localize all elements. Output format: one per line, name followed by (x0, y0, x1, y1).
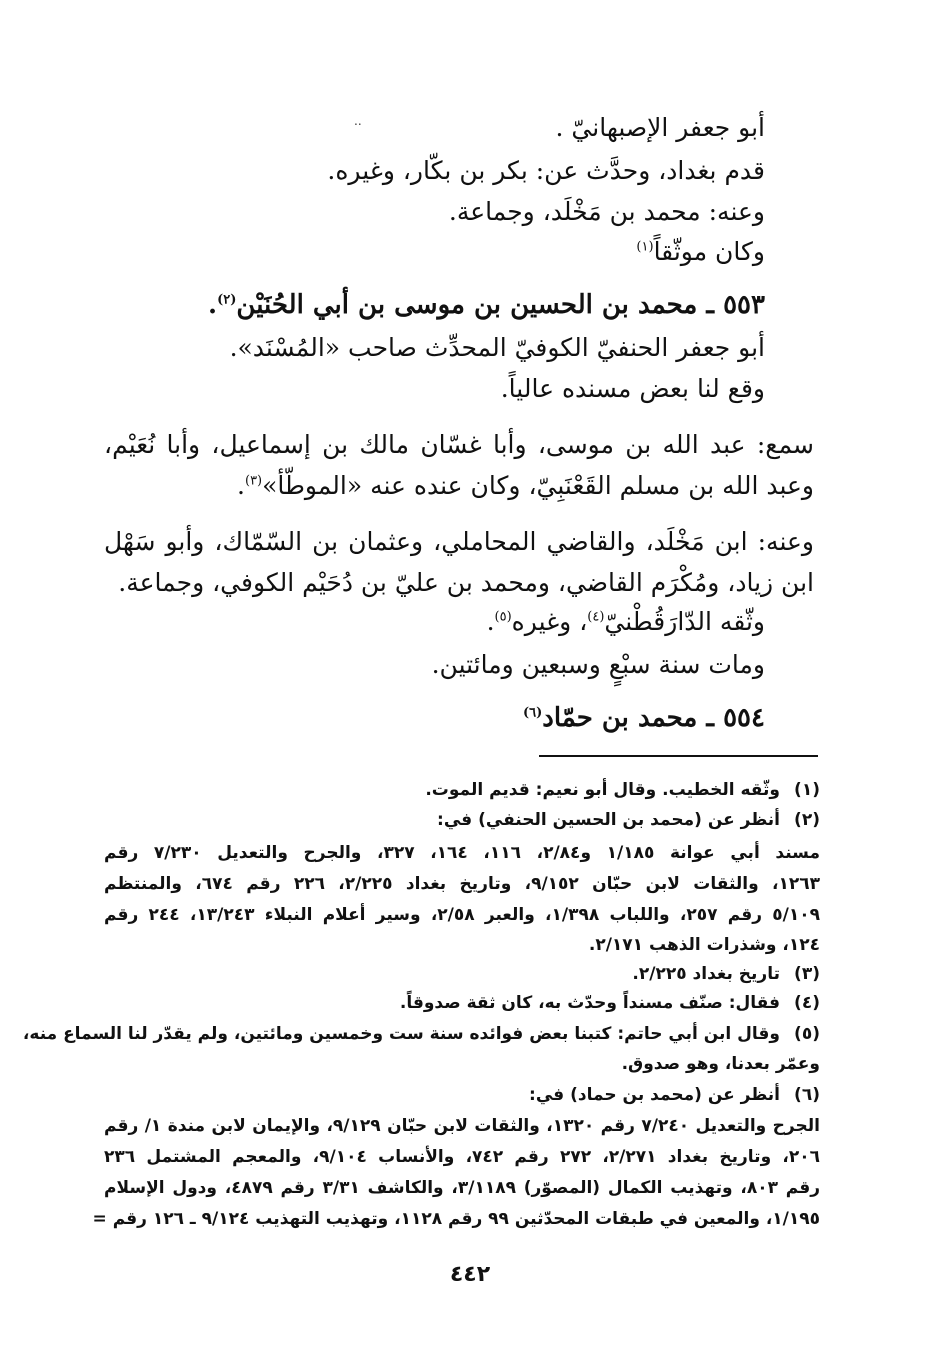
footnote-1-text: وثّقه الخطيب. وقال أبو نعيم: قديم الموت. (425, 780, 780, 800)
footnote-ref-4: (٤) (587, 609, 605, 625)
thiqa-mid: ، وغيره (511, 607, 588, 636)
entry-553-dot: . (208, 290, 218, 320)
body-line-2: قدم بغداد، وحدَّث عن: بكر بن بكّار، وغيره. (327, 156, 765, 185)
footnote-ref-3: (٣) (244, 473, 263, 489)
thiqa-text: وثّقه الدّارَقُطْنيّ (604, 607, 765, 636)
body-line-4 (636, 232, 765, 272)
footnote-2-number: (٢) (794, 810, 820, 830)
footnote-ref-2: (٢) (217, 292, 237, 308)
ink-speck: .. (354, 114, 362, 128)
footnote-6-line-4: ١/١٩٥، والمعين في طبقات المحدّثين ٩٩ رقم ١١٢٨، وتهذيب التهذيب ٩/١٢٤ ـ ١٢٦ رقم = (92, 1209, 820, 1229)
thiqa-dot: . (486, 607, 495, 636)
footnote-6-line-3: رقم ٨٠٣، وتهذيب الكمال (المصوّر) ٣/١١٨٩، والكاشف ٣/٣١ رقم ٤٨٧٩، ودول الإسلام (104, 1178, 821, 1198)
entry-553-anhu-line-1: وعنه: ابن مَخْلَد، والقاضي المحاملي، وعثمان بن السّمّاك، وأبو سَهْل (104, 527, 814, 556)
page-number: ٤٤٢ (449, 1262, 491, 1287)
entry-553-line-2: وقع لنا بعض مسنده عالياً. (500, 374, 765, 403)
entry-553-death-line: ومات سنة سبْعٍ وسبعين ومائتين. (431, 650, 765, 679)
footnote-6-number: (٦) (794, 1085, 820, 1105)
footnote-6-text: أنظر عن (محمد بن حماد) في: (529, 1085, 780, 1105)
footnote-5-number: (٥) (794, 1024, 820, 1044)
body-line-3: وعنه: محمد بن مَخْلَد، وجماعة. (448, 197, 765, 226)
footnote-2-line-3: ٥/١٠٩ رقم ٢٥٧، واللباب ١/٣٩٨، والعبر ٢/٥٨، وسير أعلام النبلاء ١٣/٢٤٣، ٢٤٤ رقم (104, 905, 820, 925)
sama-line-2-text: وعبد الله بن مسلم القَعْنَبِيّ، وكان عنده عنه «الموطّأ» (262, 471, 814, 500)
entry-554-heading (523, 698, 765, 738)
body-line-1: أبو جعفر الإصبهانيّ . (555, 113, 765, 142)
footnote-6-line-1: الجرح والتعديل ٧/٢٤٠ رقم ١٣٢٠، والثقات لابن حبّان ٩/١٢٩، والإيمان لابن مندة ١/ رقم (104, 1116, 820, 1136)
footnote-5-text: وقال ابن أبي حاتم: كتبنا بعض فوائده سنة ست وخمسين ومائتين، ولم يقدّر لنا السماع منه، (22, 1024, 780, 1044)
entry-553-line-1: أبو جعفر الحنفيّ الكوفيّ المحدِّث صاحب «المُسْنَد». (229, 333, 765, 362)
footnote-ref-6: (٦) (522, 705, 543, 721)
footnote-2-line-4: ١٢٤، وشذرات الذهب ٢/١٧١. (588, 935, 820, 955)
footnote-2-line-1: مسند أبي عوانة ١/١٨٥ و٢/٨٤، ١١٦، ١٦٤، ٣٢٧، والجرح والتعديل ٧/٢٣٠ رقم (104, 843, 820, 863)
entry-553-sama-line-2 (104, 466, 814, 506)
footnote-4-text: فقال: صنّف مسنداً وحدّث به، كان ثقة صدوقاً. (399, 993, 780, 1013)
sama-line-2-dot: . (237, 471, 245, 500)
entry-554-title: ٥٥٤ ـ محمد بن حمّاد (542, 703, 765, 733)
entry-553-heading (208, 285, 765, 325)
entry-553-thiqa-line (487, 602, 765, 642)
body-line-4-text: وكان موثّقاً (653, 237, 765, 266)
footnote-1-number: (١) (794, 780, 820, 800)
footnote-ref-5: (٥) (494, 609, 512, 625)
entry-553-title: ٥٥٣ ـ محمد بن الحسين بن موسى بن أبي الحُنَيْن (236, 290, 765, 320)
entry-553-anhu-line-2: ابن زياد، ومُكْرَم القاضي، ومحمد بن عليّ بن دُحَيْم الكوفي، وجماعة. (118, 568, 814, 597)
footnote-2-text: أنظر عن (محمد بن الحسين الحنفي) في: (437, 810, 780, 830)
entry-553-sama-line-1: سمع: عبد الله بن موسى، وأبا غسّان مالك بن إسماعيل، وأبا نُعَيْم، (104, 430, 814, 459)
footnote-5-line-1: وعمّر بعدنا، وهو صدوق. (621, 1054, 820, 1074)
footnote-6-line-2: ٢٠٦، وتاريخ بغداد ٢/٢٧١، ٢٧٢ رقم ٧٤٢، والأنساب ٩/١٠٤، والمعجم المشتمل ٢٣٦ (104, 1147, 820, 1167)
footnote-2-line-2: ١٢٦٣، والثقات لابن حبّان ٩/١٥٢، وتاريخ بغداد ٢/٢٢٥، ٢٢٦ رقم ٦٧٤، والمنتظم (104, 874, 820, 894)
footnote-ref-1: (١) (636, 239, 654, 255)
footnote-3-number: (٣) (794, 964, 820, 984)
footnote-4-number: (٤) (794, 993, 820, 1013)
footnote-3-text: تاريخ بغداد ٢/٢٢٥. (632, 964, 780, 984)
footnote-divider (539, 755, 818, 757)
